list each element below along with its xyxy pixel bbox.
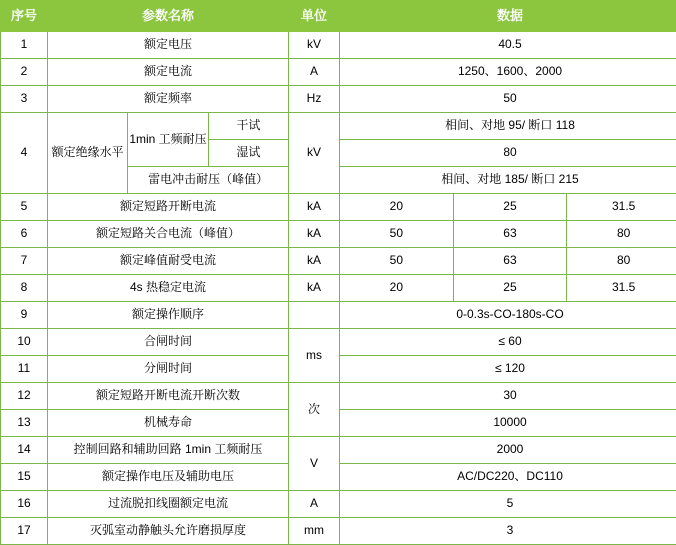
row-name: 额定电流	[48, 59, 289, 86]
row-no: 15	[1, 464, 48, 491]
row-name: 控制回路和辅助回路 1min 工频耐压	[48, 437, 289, 464]
table-row	[1, 248, 676, 275]
row-no: 5	[1, 194, 48, 221]
header-cell-no: 序号	[1, 1, 48, 32]
row-data-1: 50	[340, 248, 454, 275]
row-no: 14	[1, 437, 48, 464]
row-no: 2	[1, 59, 48, 86]
row-no: 4	[1, 113, 48, 194]
table-row	[1, 437, 676, 464]
row-data-2: 25	[453, 275, 567, 302]
row-unit: kA	[289, 221, 340, 248]
row-no: 1	[1, 32, 48, 59]
row-unit: 次	[289, 383, 340, 437]
row-data: 相间、对地 95/ 断口 118	[340, 113, 676, 140]
row-data: AC/DC220、DC110	[340, 464, 676, 491]
row-unit: kA	[289, 248, 340, 275]
row-data: 2000	[340, 437, 676, 464]
row-no: 7	[1, 248, 48, 275]
row-no: 9	[1, 302, 48, 329]
row-name-group-label: 额定绝缘水平	[48, 113, 128, 194]
table-row	[1, 194, 676, 221]
row-no: 10	[1, 329, 48, 356]
row-subname-dry: 干试	[208, 113, 288, 140]
row-no: 3	[1, 86, 48, 113]
row-unit: mm	[289, 518, 340, 545]
row-name: 分闸时间	[48, 356, 289, 383]
row-no: 17	[1, 518, 48, 545]
table-header-row	[1, 1, 676, 32]
row-unit: kA	[289, 194, 340, 221]
row-unit: A	[289, 59, 340, 86]
row-name: 额定短路关合电流（峰值）	[48, 221, 289, 248]
table-row	[1, 32, 676, 59]
header-cell-unit: 单位	[289, 1, 340, 32]
row-data-3: 31.5	[567, 194, 676, 221]
row-subname-wet: 湿试	[208, 140, 288, 167]
row-name: 过流脱扣线圈额定电流	[48, 491, 289, 518]
row-data: 40.5	[340, 32, 676, 59]
header-cell-name: 参数名称	[48, 1, 289, 32]
row-data: 50	[340, 86, 676, 113]
row-name: 额定短路开断电流开断次数	[48, 383, 289, 410]
row-unit	[289, 302, 340, 329]
row-data: ≤ 60	[340, 329, 676, 356]
table-row	[1, 302, 676, 329]
row-data: 相间、对地 185/ 断口 215	[340, 167, 676, 194]
table-row	[1, 518, 676, 545]
row-unit: ms	[289, 329, 340, 383]
row-data: 0-0.3s-CO-180s-CO	[340, 302, 676, 329]
table-row	[1, 383, 676, 410]
row-name: 4s 热稳定电流	[48, 275, 289, 302]
row-unit: A	[289, 491, 340, 518]
row-data-3: 80	[567, 248, 676, 275]
row-data: 30	[340, 383, 676, 410]
table-row	[1, 113, 676, 140]
row-name: 灭弧室动静触头允许磨损厚度	[48, 518, 289, 545]
row-subname-lightning: 雷电冲击耐压（峰值）	[128, 167, 289, 194]
row-data-3: 31.5	[567, 275, 676, 302]
row-no: 8	[1, 275, 48, 302]
table-row	[1, 86, 676, 113]
row-name: 机械寿命	[48, 410, 289, 437]
row-data: ≤ 120	[340, 356, 676, 383]
row-name: 额定短路开断电流	[48, 194, 289, 221]
row-no: 6	[1, 221, 48, 248]
row-no: 12	[1, 383, 48, 410]
table-row	[1, 221, 676, 248]
row-name: 额定操作顺序	[48, 302, 289, 329]
table-row	[1, 329, 676, 356]
row-no: 16	[1, 491, 48, 518]
table-row	[1, 275, 676, 302]
row-name: 额定频率	[48, 86, 289, 113]
row-name: 合闸时间	[48, 329, 289, 356]
row-data-3: 80	[567, 221, 676, 248]
row-data-2: 63	[453, 248, 567, 275]
row-data-2: 25	[453, 194, 567, 221]
row-data: 80	[340, 140, 676, 167]
row-data: 10000	[340, 410, 676, 437]
row-name: 额定峰值耐受电流	[48, 248, 289, 275]
row-subname-1min: 1min 工频耐压	[128, 113, 208, 167]
row-name: 额定操作电压及辅助电压	[48, 464, 289, 491]
row-unit: V	[289, 437, 340, 491]
table-row	[1, 59, 676, 86]
table-row	[1, 491, 676, 518]
row-unit: Hz	[289, 86, 340, 113]
row-data-2: 63	[453, 221, 567, 248]
row-data-1: 20	[340, 275, 454, 302]
header-cell-data: 数据	[340, 1, 676, 32]
row-no: 13	[1, 410, 48, 437]
row-unit: kV	[289, 113, 340, 194]
row-data: 3	[340, 518, 676, 545]
row-unit: kV	[289, 32, 340, 59]
row-no: 11	[1, 356, 48, 383]
row-data-1: 20	[340, 194, 454, 221]
row-data: 5	[340, 491, 676, 518]
row-data: 1250、1600、2000	[340, 59, 676, 86]
row-name: 额定电压	[48, 32, 289, 59]
row-unit: kA	[289, 275, 340, 302]
row-data-1: 50	[340, 221, 454, 248]
